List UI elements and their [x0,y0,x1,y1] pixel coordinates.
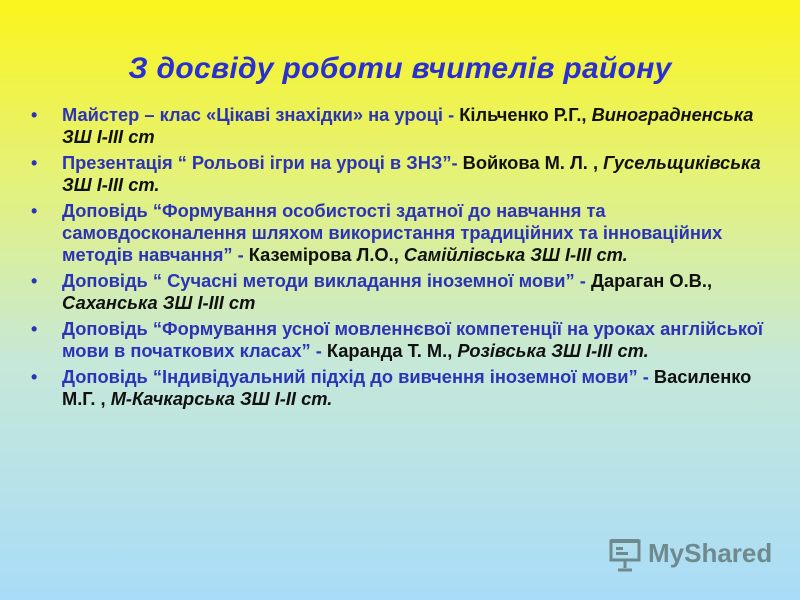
item-author: Кільченко Р.Г., [454,104,587,125]
list-item [31,318,771,362]
bullet-icon: • [31,201,38,221]
watermark-logo[interactable] [606,535,771,575]
bullet-icon: • [31,319,38,339]
bullet-list [31,104,771,414]
item-topic: Доповідь “Формування особистості здатної до навчання та самовдосконалення шляхом використання традиційних та інноваційних методів навчання” - [62,200,723,265]
item-author: Каранда Т. М., [321,340,453,361]
item-topic: Доповідь “Індивідуальний підхід до вивчення іноземної мови” - [62,366,649,387]
bullet-icon: • [31,105,38,125]
list-item [31,270,771,314]
item-author: Войкова М. Л. , [457,152,599,173]
watermark-text: MyShared [648,538,773,568]
list-item [31,200,771,266]
bullet-icon: • [31,153,38,173]
item-school: Самійлівська ЗШ І-ІІІ ст. [398,244,628,265]
item-author: Дараган О.В., [585,270,713,291]
item-author: Василенко М.Г. , [62,366,752,409]
item-school: М-Качкарська ЗШ І-ІІ ст. [105,388,333,409]
item-topic: Доповідь “ Сучасні методи викладання іноземної мови” - [62,270,586,291]
item-school: Розівська ЗШ І-ІІІ ст. [452,340,649,361]
item-topic: Доповідь “Формування усної мовленнєвої компетенції на уроках англійської мови в початкових класах” - [62,318,764,361]
list-item [31,152,771,196]
list-item [31,366,771,410]
item-school: Саханська ЗШ І-ІІІ ст [62,292,256,313]
list-item [31,104,771,148]
item-school: Гусельщиківська ЗШ І-ІІІ ст. [62,152,761,195]
item-school: Виноградненська ЗШ І-ІІІ ст [62,104,754,147]
bullet-icon: • [31,367,38,387]
projector-screen-icon [608,537,644,573]
item-topic: Майстер – клас «Цікаві знахідки» на уроці - [62,104,455,125]
bullet-icon: • [31,271,38,291]
item-author: Каземірова Л.О., [243,244,399,265]
item-topic: Презентація “ Рольові ігри на уроці в ЗНЗ”- [62,152,458,173]
slide-title: З досвіду роботи вчителів району [128,52,672,85]
